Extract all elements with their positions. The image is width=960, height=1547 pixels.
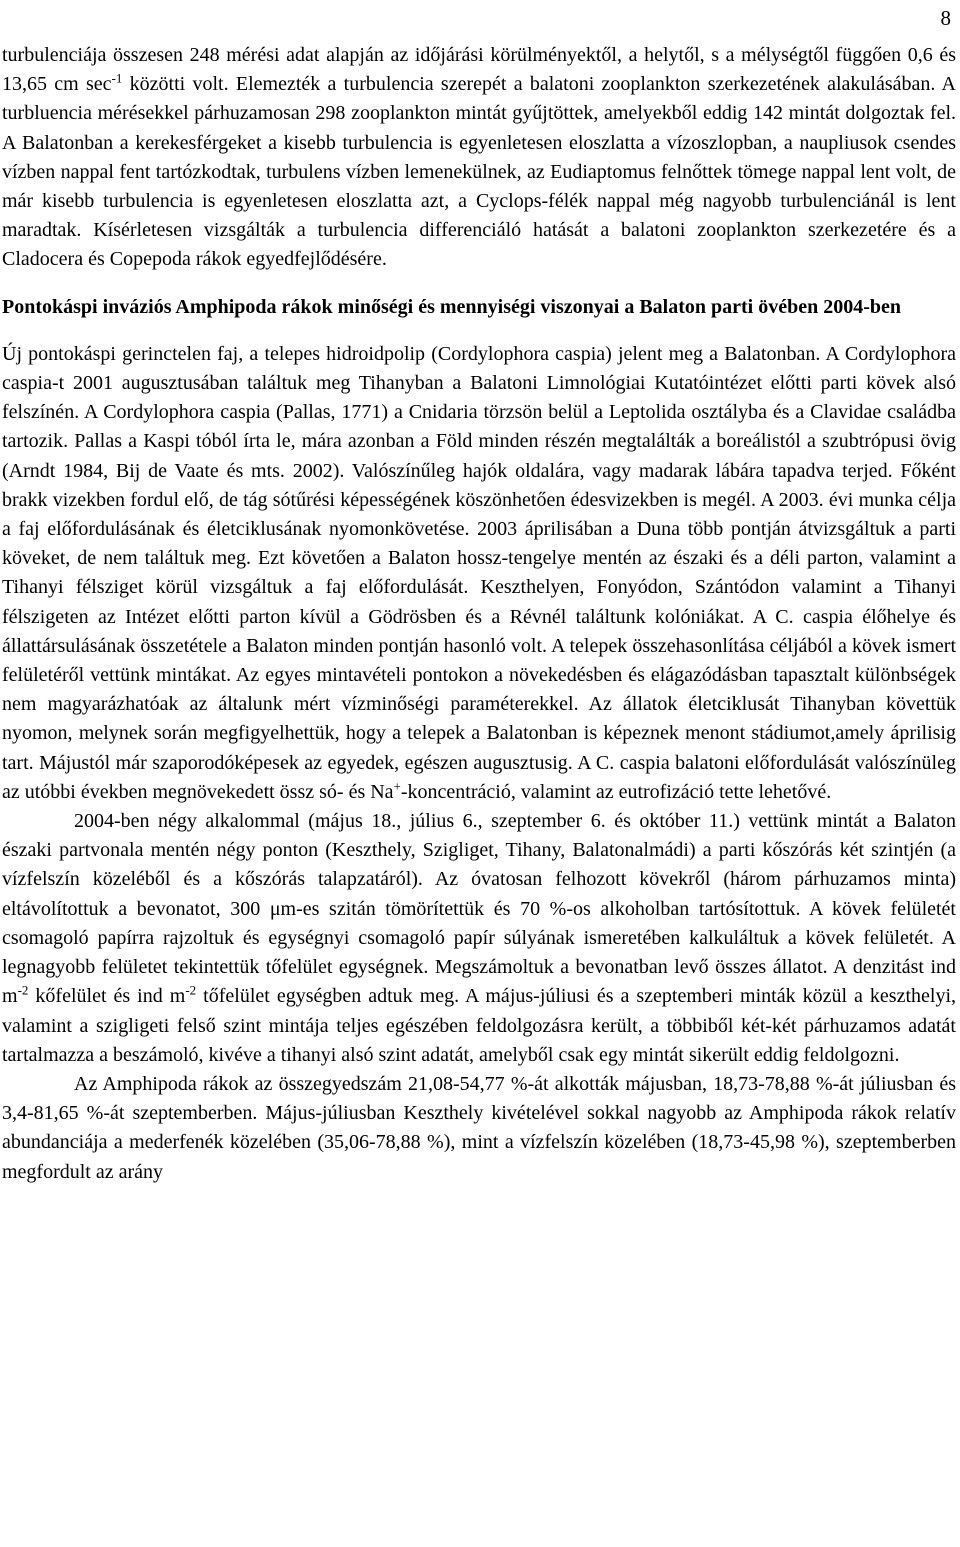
superscript: -2 bbox=[185, 982, 197, 998]
paragraph-text: kőfelület és ind m bbox=[28, 985, 186, 1008]
superscript: -2 bbox=[17, 982, 29, 998]
paragraph-text: tőfelület egységben adtuk meg. A május-júliusi és a szeptemberi minták közül a keszthelyi, valamint a szigligeti felső szint mintája teljes egészében feldolgozásra került, a többiből két-két párhuzamos adatát tartalmazza a beszámoló, kivéve a tihanyi alsó szint adatát, amelyből csak egy mintát sikerült eddig feldolgozni. bbox=[2, 985, 957, 1066]
paragraph-cordylophora bbox=[2, 340, 956, 807]
paragraph-text: Új pontokáspi gerinctelen faj, a telepes hidroidpolip (Cordylophora caspia) jelent meg a Balatonban. A Cordylophora caspia-t 2001 augusztusában találtuk meg Tihanyban a Balatoni Limnológiai Kutatóintézet előtti parti kövek alsó felszínén. A Cordylophora caspia (Pallas, 1771) a Cnidaria törzsön belül a Leptolida osztályba és a Clavidae családba tartozik. Pallas a Kaspi tóból írta le, mára azonban a Föld minden részén megtalálták a boreálistól a szubtrópusi övig (Arndt 1984, Bij de Vaate és mts. 2002). Valószínűleg hajók oldalára, vagy madarak lábára tapadva terjed. Főként brakk vizekben fordul elő, de tág sótűrési képességének köszönhetően édesvizekben is megél. A 2003. évi munka célja a faj előfordulásának és életciklusának nyomonkövetése. 2003 áprilisában a Duna több pontján átvizsgáltuk a parti köveket, de nem találtuk meg. Ezt követően a Balaton hossz-tengelye mentén az északi és a déli parton, valamint a Tihanyi félsziget körül vizsgáltuk a faj előfordulását. Keszthelyen, Fonyódon, Szántódon valamint a Tihanyi félszigeten az Intézet előtti parton kívül a Gödrösben és a Révnél találtunk kolóniákat. A C. caspia élőhelye és állattársulásának összetétele a Balaton minden pontján hasonló volt. A telepek összehasonlítása céljából a kövek ismert felületéről vettünk mintákat. Az egyes mintavételi pontokon a növekedésben és elágazódásban tapasztalt különbségek nem magyarázhatóak az általunk mért vízminőségi paraméterekkel. Az állatok életciklusát Tihanyban követtük nyomon, melynek során megfigyelhettük, hogy a telepek a Balatonban is képeznek menont stádiumot,amely áprilisig tart. Májustól már szaporodóképesek az egyedek, egészen augusztusig. A C. caspia balatoni előfordulását valószínüleg az utóbbi években megnövekedett össz só- és Na bbox=[2, 342, 956, 803]
paragraph-sampling-methods bbox=[2, 807, 956, 1070]
section-heading: Pontokáspi inváziós Amphipoda rákok minőségi és mennyiségi viszonyai a Balaton parti övében 2004-ben bbox=[2, 295, 902, 318]
paragraph-text: -koncentráció, valamint az eutrofizáció tette lehetővé. bbox=[400, 780, 832, 803]
paragraph-turbulence bbox=[2, 41, 956, 275]
paragraph-text: 2004-ben négy alkalommal (május 18., július 6., szeptember 6. és október 11.) vettünk mintát a Balaton északi partvonala mentén négy ponton (Keszthely, Szigliget, Tihany, Balatonalmádi) a parti kőszórás két szintjén (a vízfelszín közeléből és a kőszórás talapzatáról). Az óvatosan felhozott kövekről (három párhuzamos minta) eltávolítottuk a bevonatot, 300 μm-es szitán tömörítettük és 70 %-os alkoholban tartósítottuk. A kövek felületét csomagoló papírra rajzoltuk és egységnyi csomagoló papír súlyának ismeretében kalkuláltuk a kövek felületét. A legnagyobb felületet tekintettük tőfelület egységnek. Megszámoltuk a bevonatban levő összes állatot. A denzitást ind m bbox=[2, 810, 956, 1008]
superscript: + bbox=[393, 778, 401, 794]
superscript: -1 bbox=[111, 70, 123, 86]
paragraph-amphipoda-results: Az Amphipoda rákok az összegyedszám 21,08-54,77 %-át alkották májusban, 18,73-78,88 %-át júliusban és 3,4-81,65 %-át szeptemberben. Május-júliusban Keszthely kivételével sokkal nagyobb az Amphipoda rákok relatív abundanciája a mederfenék közelében (35,06-78,88 %), mint a vízfelszín közelében (18,73-45,98 %), szeptemberben megfordult az arány bbox=[2, 1072, 956, 1183]
page-number: 8 bbox=[940, 6, 951, 30]
paragraph-text: közötti volt. Elemezték a turbulencia szerepét a balatoni zooplankton szerkezetének alakulásában. A turbluencia mérésekkel párhuzamosan 298 zooplankton mintát gyűjtöttek, amelyekből eddig 142 mintát dolgoztak fel. A Balatonban a kerekesférgeket a kisebb turbulencia is egyenletesen eloszlatta a vízoszlopban, a naupliusok csendes vízben nappal fent tartózkodtak, turbulens vízben lemenekülnek, az Eudiaptomus felnőttek tömege nappal lent volt, de már kisebb turbulencia is egyenletesen eloszlatta azt, a Cyclops-félék nappal még nagyobb turbulenciánál is lent maradtak. Kísérletesen vizsgálták a turbulencia differenciáló hatását a balatoni zooplankton szerkezetére és a Cladocera és Copepoda rákok egyedfejlődésére. bbox=[2, 73, 956, 271]
paragraph-text: turbulenciája összesen 248 mérési adat alapján az időjárási körülményektől, a helytől, s a mélységtől függően 0,6 és 13,65 cm sec bbox=[2, 44, 956, 96]
